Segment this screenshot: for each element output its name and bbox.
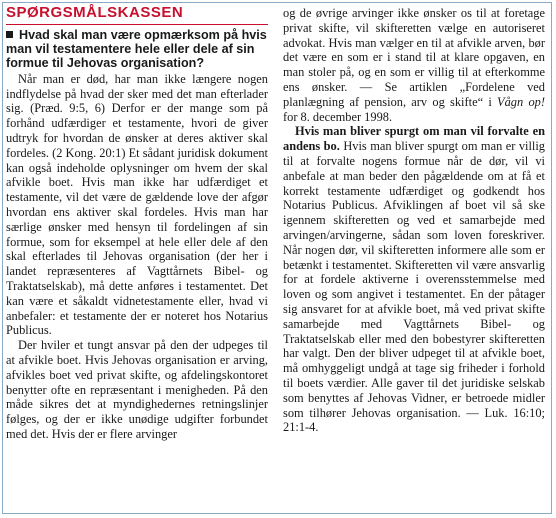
right-paragraph-2: [283, 124, 545, 435]
kicker-rule: [6, 24, 268, 25]
right-paragraph-1: [283, 6, 545, 124]
section-kicker: SPØRGSMÅLSKASSEN: [6, 4, 184, 21]
source-title: Vågn op!: [497, 94, 545, 109]
question-text: Hvad skal man være opmærksom på hvis man vil testamentere hele eller dele af sin formue til Jehovas organisation?: [6, 27, 267, 70]
left-paragraph-1: Når man er død, har man ikke længere nogen indflydelse på hvad der sker med det man efterlader sig. (Præd. 9:5, 6) Derfor er der mange som på forhånd udfærdiger et testamente, hvori de giver udtryk for hvordan de ønsker at deres aktiver skal fordeles. (2 Kong. 20:1) Et sådant juridisk dokument kan også indeholde oplysninger om hvem der skal afvikle boet. Hvis man ikke har udfærdiget et testamente, vil det være de gældende love der afgør hvordan ens aktiver skal fordeles. Hvis man har særlige ønsker med hensyn til fordelingen af sin formue, som for eksempel at hele eller dele af den skal efterlades til Jehovas organisation (der her i landet repræsenteres af Vagttårnets Bibel- og Traktatselskab), må dette anføres i testamentet. Det kan være et såkaldt vidnetestamente eller, hvad vi anbefaler: et testamente der er noteret hos Notarius Publicus.: [6, 71, 268, 338]
right-column: [283, 6, 545, 435]
question-heading: [6, 28, 268, 70]
right-paragraph-1-text: og de øvrige arvinger ikke ønsker os til at foretage privat skifte, vil skifteretten vælge en autoriseret advokat. Hvis man vælger en til at afvikle arven, bør det være en som er i stand til at klare opgaven, en man stoler på, og en som er villig til at efterkomme ens ønsker. — Se artiklen „Fordelene ved planlægning af pension, arv og skifte“ i: [283, 6, 545, 109]
left-column: [6, 6, 268, 442]
subheading: Hvis man bliver spurgt om man vil forvalte en andens bo.: [283, 124, 545, 154]
right-paragraph-2-text: Hvis man bliver spurgt om man er villig til at forvalte nogens formue når de dør, vil vi anbefale at man beder den pågældende om at få et korrekt testamente udfærdiget og godkendt hos Notarius Publicus. Afviklingen af boet vil så ske igennem skifteretten og ved et samarbejde med arvingen/arvingerne, sådan som loven foreskriver. Når nogen dør, vil skifteretten informere alle som er betænkt i testamentet. Skifteretten vil være ansvarlig for at fordele aktiverne i overensstemmelse med loven og som angivet i testamentet. En der påtager sig ansvaret for at afvikle boet, må ved privat skifte samarbejde med Vagttårnets Bibel- og Traktatselskab eller med den bobestyrer skifteretten har valgt. Den der bliver udpeget til at afvikle boet, må omhyggeligt undgå at tage sig friheder i forhold til boets værdier. Alle gaver til det juridiske selskab som benyttes af Jehovas Vidner, er betroede midler som tilhører Jehovas organisation. — Luk. 16:10; 21:1-4.: [283, 139, 545, 435]
right-paragraph-1-end: for 8. december 1998.: [283, 109, 393, 124]
bullet-square-icon: [6, 31, 13, 38]
left-paragraph-2: Der hviler et tungt ansvar på den der udpeges til at afvikle boet. Hvis Jehovas organisation er arving, afvikles boet ved privat skifte, og afdelingskontoret benytter ofte en repræsentant i menigheden. På den måde sikres det at myndighedernes retningslinjer følges, og der er ikke unødige udgifter forbundet med det. Hvis der er flere arvinger: [6, 338, 268, 441]
